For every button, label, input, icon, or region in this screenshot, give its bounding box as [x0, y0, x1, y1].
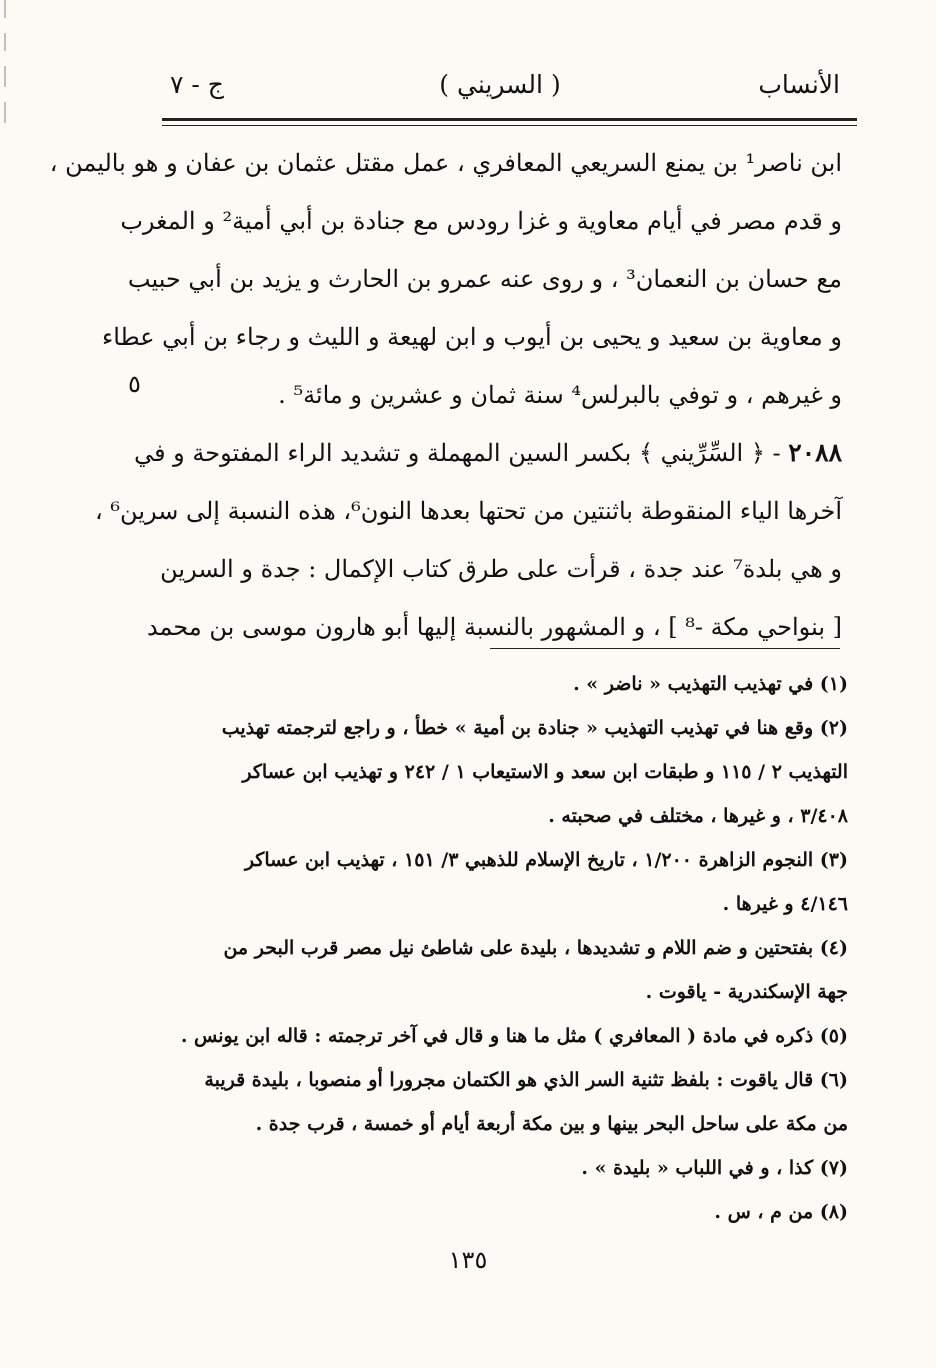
- header-volume: ج - ٧: [170, 70, 224, 99]
- header-rule-thin: [162, 125, 857, 126]
- footnote-line: التهذيب ٢ / ١١٥ و طبقات ابن سعد و الاستيعاب ١ / ٢٤٢ و تهذيب ابن عساكر: [242, 761, 848, 783]
- text-line: و غيرهم ، و توفي بالبرلس⁴ سنة ثمان و عشرين و مائة⁵ .: [278, 381, 842, 409]
- entry-first-line: [134, 424, 842, 482]
- footnote-line: (٣) النجوم الزاهرة ١/٢٠٠ ، تاريخ الإسلام للذهبي ٣/ ١٥١ ، تهذيب ابن عساكر: [244, 849, 848, 871]
- footnote-line: جهة الإسكندرية - ياقوت .: [645, 981, 848, 1003]
- footnote-separator: [490, 648, 840, 649]
- page-number: ١٣٥: [448, 1246, 488, 1274]
- text-line: ابن ناصر¹ بن يمنع السريعي المعافري ، عمل مقتل عثمان بن عفان و هو باليمن ،: [49, 149, 842, 177]
- footnote-line: (٤) بفتحتين و ضم اللام و تشديدها ، بليدة على شاطئ نيل مصر قرب البحر من: [223, 937, 848, 959]
- footnote-line: ٣/٤٠٨ ، و غيرها ، مختلف في صحبته .: [548, 805, 848, 827]
- footnote-line: من مكة على ساحل البحر بينها و بين مكة أربعة أيام أو خمسة ، قرب جدة .: [255, 1113, 848, 1135]
- header-section-title: ( السريني ): [439, 70, 561, 99]
- text-line: مع حسان بن النعمان³ ، و روى عنه عمرو بن الحارث و يزيد بن أبي حبيب: [127, 265, 842, 293]
- text-line: و قدم مصر في أيام معاوية و غزا رودس مع جنادة بن أبي أمية² و المغرب: [120, 207, 842, 235]
- footnote-line: (٦) قال ياقوت : بلفظ تثنية السر الذي هو الكتمان مجرورا أو منصوبا ، بليدة قريبة: [204, 1069, 848, 1091]
- footnote-line: ٤/١٤٦ و غيرها .: [722, 893, 848, 915]
- footnote-line: (١) في تهذيب التهذيب « ناضر » .: [573, 673, 848, 695]
- entry-number: ٢٠٨٨: [788, 438, 842, 467]
- footnote-line: (٢) وقع هنا في تهذيب التهذيب « جنادة بن أمية » خطأ ، و راجع لترجمته تهذيب: [221, 717, 848, 739]
- footnote-line: (٧) كذا ، و في اللباب « بليدة » .: [581, 1157, 848, 1179]
- footnote-line: (٥) ذكره في مادة ( المعافري ) مثل ما هنا و قال في آخر ترجمته : قاله ابن يونس .: [180, 1025, 848, 1047]
- text-line: و معاوية بن سعيد و يحيى بن أيوب و ابن لهيعة و الليث و رجاء بن أبي عطاء: [101, 323, 842, 351]
- text-line: [ بنواحي مكة -⁸ ] ، و المشهور بالنسبة إليها أبو هارون موسى بن محمد: [146, 613, 842, 641]
- footnote-line: (٨) من م ، س .: [714, 1201, 848, 1223]
- text-line: آخرها الياء المنقوطة باثنتين من تحتها بعدها النون⁶، هذه النسبة إلى سرين⁶ ،: [95, 497, 842, 525]
- footnotes: [158, 662, 848, 1234]
- scan-edge-mark: [4, 0, 6, 150]
- header-rule-thick: [162, 118, 857, 121]
- header-book-title: الأنساب: [758, 70, 840, 99]
- main-text: [49, 134, 842, 656]
- entry-heading-text: - ﴿ السِّرِّيني ﴾ بكسر السين المهملة و تشديد الراء المفتوحة و في: [134, 439, 781, 467]
- margin-line-number: ٥: [128, 370, 141, 398]
- running-header: [160, 70, 840, 110]
- text-line: و هي بلدة⁷ عند جدة ، قرأت على طرق كتاب الإكمال : جدة و السرين: [160, 555, 842, 583]
